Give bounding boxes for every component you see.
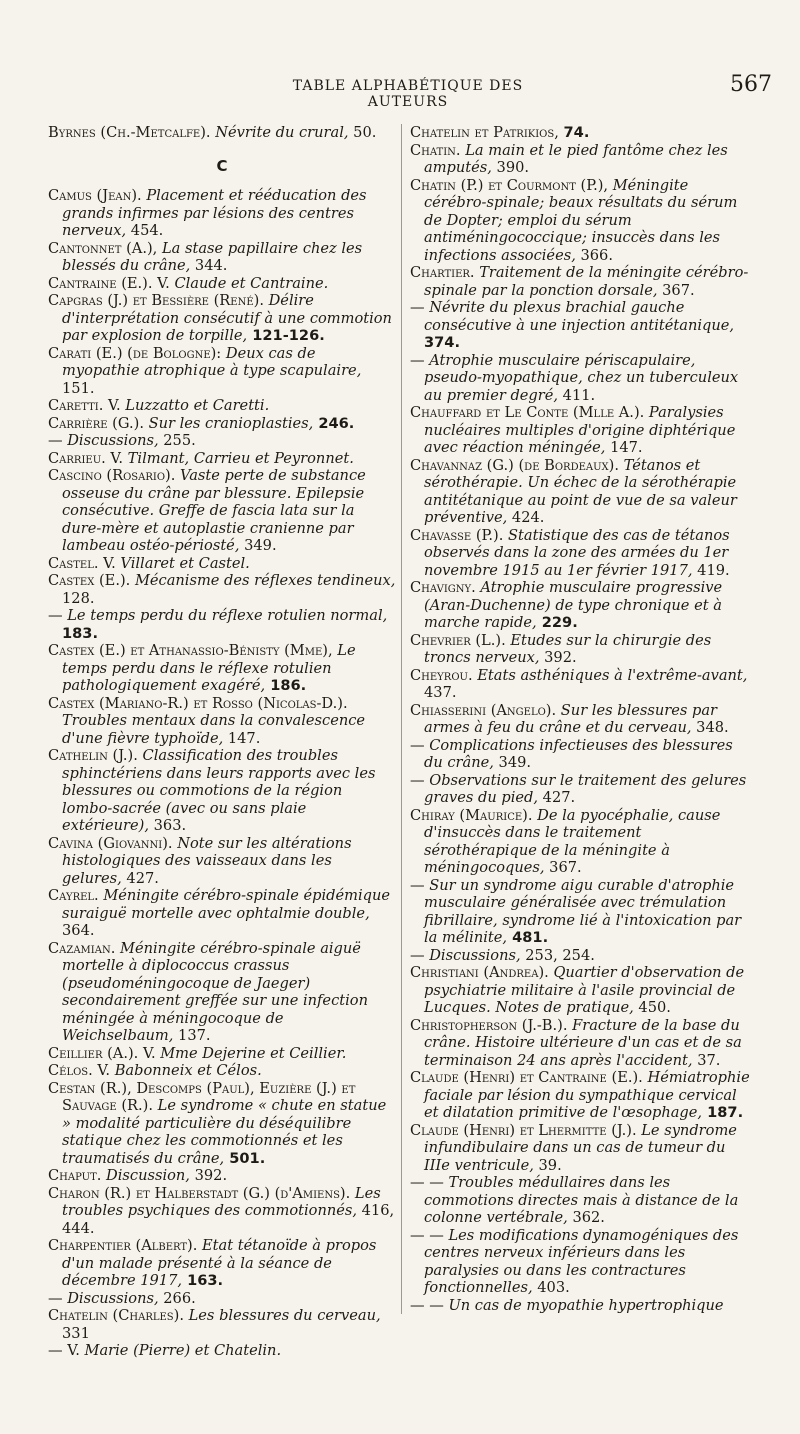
entry-page-ref: 229. (536, 614, 578, 631)
entry-title: Tétanos et sérothérapie. Un échec de la sérothérapie antitétanique au point de vue de sa valeur préventive, (424, 456, 737, 526)
entry-author: Cantraine (E.). (48, 274, 153, 292)
index-entry (410, 1297, 753, 1315)
entry-title: Sur les blessures par armes à feu du crâne et du cerveau, (424, 701, 718, 736)
index-entry (48, 1237, 396, 1290)
entry-title: Deux cas de myopathie atrophique à type scapulaire, (62, 344, 362, 379)
entry-title: Méningite cérébro-spinale; beaux résultats du sérum de Dopter; emploi du sérum antiméningococcique; insuccès dans les infections associées, (424, 176, 738, 264)
index-entry (48, 940, 396, 1045)
entry-sep: V. (62, 1342, 85, 1359)
entry-author: Chatelin et Patrikios, (410, 124, 559, 141)
entry-page-ref: 344. (190, 257, 228, 274)
index-entry (410, 1069, 753, 1122)
index-entry (48, 887, 396, 940)
entry-title: Statistique des cas de tétanos observés dans la zone des armées du 1er novembre 1915 au 1er février 1917, (424, 526, 730, 579)
entry-title: Le syndrome « chute en statue » modalité particulière du déséquilibre statique chez les commotionnés et les traumatisés du crâne, (62, 1097, 387, 1167)
index-entry (410, 1122, 753, 1175)
entry-title: Placement et rééducation des grands infirmes par lésions des centres nerveux, (62, 187, 367, 239)
entry-author: Chauffard et Le Conte (Mlle A.). (410, 404, 645, 421)
entry-page-ref: 367. (544, 859, 582, 876)
entry-title: La stase papillaire chez les blessés du crâne, (62, 239, 363, 274)
entry-author: Castel. (48, 554, 99, 572)
entry-page-ref: 74. (563, 124, 590, 141)
entry-author: Cantonnet (A.), (48, 239, 158, 257)
entry-title: Délire d'interprétation consécutif à une commotion par explosion de torpille, (62, 292, 392, 344)
entry-page-ref: 374. (424, 334, 461, 351)
index-entry (410, 299, 753, 352)
index-entry (48, 1045, 396, 1063)
entry-author: Célos. (48, 1062, 93, 1079)
entry-title: Complications infectieuses des blessures du crâne, (424, 736, 733, 771)
entry-title: Discussion, (106, 1167, 190, 1184)
entry-author: Cazamian. (48, 939, 116, 957)
entry-author: Chevrier (L.). (410, 631, 506, 649)
entry-page-ref: 349. (493, 754, 532, 771)
entry-page-ref: 481. (507, 929, 549, 946)
entry-page-ref: 137. (173, 1027, 211, 1044)
entry-page-ref: 253, 254. (520, 946, 595, 964)
index-entry (48, 345, 396, 398)
index-entry (410, 264, 753, 299)
index-entry (48, 1307, 396, 1342)
entry-title: La main et le pied fantôme chez les amputés, (424, 141, 728, 176)
entry-page-ref: 392. (539, 649, 577, 666)
entry-page-ref: 419. (692, 561, 730, 579)
entry-author: Chavigny. (410, 579, 476, 596)
entry-page-ref: 364. (62, 922, 95, 939)
entry-author: Cayrel. (48, 887, 99, 904)
entry-author: — — (410, 1296, 444, 1314)
entry-author: Chatin (P.) et Courmont (P.), (410, 176, 609, 194)
entry-title: Mme Dejerine et Ceillier. (160, 1044, 347, 1062)
entry-title: Paralysies nucléaires multiples d'origine diphtérique avec réaction méningée, (424, 404, 736, 456)
index-entry (48, 124, 396, 142)
entry-author: — (48, 432, 63, 449)
entry-title: Discussions, (67, 432, 159, 449)
entry-title: Discussions, (67, 1289, 159, 1307)
index-entry (410, 124, 753, 142)
entry-sep: V. (105, 449, 128, 467)
entry-author: Byrnes (Ch.-Metcalfe). (48, 124, 211, 141)
entry-author: — (48, 1289, 63, 1307)
entry-title: De la pyocéphalie, cause d'insuccès dans le traitement sérothérapique de la méningite à méningocoques, (424, 806, 721, 876)
column-divider (401, 124, 402, 1314)
index-entry (48, 747, 396, 835)
entry-author: Charpentier (Albert). (48, 1237, 198, 1254)
entry-title: Mécanisme des réflexes tendineux, (134, 572, 396, 589)
entry-title: Les modifications dynamogéniques des centres nerveux inférieurs dans les paralysies ou dans les contractures fonctionnelles, (424, 1226, 739, 1296)
entry-author: Claude (Henri) et Cantraine (E.). (410, 1069, 643, 1086)
index-entry (48, 432, 396, 450)
index-entry (48, 1062, 396, 1080)
entry-title: Marie (Pierre) et Chatelin. (84, 1342, 282, 1359)
entry-page-ref: 37. (692, 1051, 721, 1069)
entry-author: — (410, 771, 425, 789)
entry-author: — — (410, 1174, 444, 1191)
entry-title: Névrite du plexus brachial gauche consécutive à une injection antitétanique, (424, 299, 735, 334)
entry-author: Carrieu. (48, 449, 106, 467)
entry-sep: V. (152, 274, 175, 292)
entry-title: Etudes sur la chirurgie des troncs nerveux, (424, 631, 712, 666)
entry-author: Christopherson (J.-B.). (410, 1016, 568, 1034)
entry-page-ref: 411. (558, 386, 596, 404)
index-entry (48, 695, 396, 748)
entry-author: — (410, 736, 425, 754)
entry-author: Cathelin (J.). (48, 747, 138, 764)
index-entry (48, 292, 396, 345)
entry-page-ref: 450. (633, 999, 671, 1016)
entry-title: Les blessures du cerveau, (188, 1307, 381, 1324)
index-entry (48, 835, 396, 888)
index-entry (48, 642, 396, 695)
entry-title: Vaste perte de substance osseuse du crâne par blessure. Epilepsie consécutive. Greffe de fascia lata sur la dure-mère et autoplastie cranienne par lambeau ostéo-périosté, (62, 467, 366, 554)
entry-title: Villaret et Castel. (120, 554, 250, 572)
entry-page-ref: 50. (348, 124, 377, 141)
entry-author: Capgras (J.) et Bessière (René). (48, 292, 264, 309)
entry-author: Carati (E.) (de Bologne): (48, 344, 222, 362)
entry-title: Tilmant, Carrieu et Peyronnet. (127, 449, 354, 467)
index-entry (410, 632, 753, 667)
index-entry (410, 352, 753, 405)
entry-title: Observations sur le traitement des gelures graves du pied, (424, 771, 747, 806)
index-entry (410, 1227, 753, 1297)
entry-title: Hémiatrophie faciale par lésion du sympathique cervical et dilatation primitive de l'œsophage, (424, 1069, 750, 1121)
entry-title: Méningite cérébro-spinale aiguë mortelle à diplococcus crassus (pseudoméningocoque de Jaeger) secondairement greffée sur une infection méningée à méningocoque de Weichselbaum, (62, 939, 368, 1044)
entry-page-ref: 501. (224, 1149, 266, 1167)
entry-author: — (410, 351, 425, 369)
entry-author: Cheyrou. (410, 666, 473, 684)
entry-page-ref: 246. (313, 414, 355, 432)
entry-title: Les troubles psychiques des commotionnés, (62, 1184, 381, 1219)
entry-title: Le syndrome infundibulaire dans un cas de tumeur du IIIe ventricule, (424, 1121, 737, 1174)
entry-author: Chavannaz (G.) (de Bordeaux). (410, 456, 620, 474)
column-right (410, 124, 753, 1314)
entry-title: Note sur les altérations histologiques des vaisseaux dans les gelures, (62, 834, 352, 887)
entry-page-ref: 187. (702, 1104, 744, 1121)
entry-author: Chartier. (410, 264, 475, 281)
entry-title: Discussions, (429, 946, 521, 964)
entry-page-ref: 454. (126, 222, 164, 239)
entry-page-ref: 363. (149, 817, 187, 834)
index-entry (48, 1290, 396, 1308)
entry-title: Etats asthéniques à l'extrême-avant, (477, 666, 748, 684)
index-entry (48, 607, 396, 642)
index-entry (410, 142, 753, 177)
index-entry (48, 240, 396, 275)
entry-page-ref: 424. (507, 509, 545, 526)
entry-author: — (48, 607, 63, 624)
entry-page-ref: 349. (239, 537, 277, 554)
entry-page-ref: 147. (223, 729, 261, 747)
entry-page-ref: 121-126. (247, 327, 325, 344)
entry-page-ref: 266. (158, 1289, 196, 1307)
index-entry (48, 555, 396, 573)
index-entry (410, 527, 753, 580)
index-entry (410, 667, 753, 702)
index-entry (410, 877, 753, 947)
entry-author: Chiray (Maurice). (410, 806, 533, 824)
entry-sep: V. (138, 1044, 161, 1062)
entry-page-ref: 390. (491, 159, 530, 176)
entry-sep: V. (92, 1062, 115, 1079)
entry-author: Castex (E.) et Athanassio-Bénisty (Mme), (48, 642, 333, 659)
entry-page-ref: 427. (538, 789, 576, 806)
section-letter: C (216, 156, 228, 175)
entry-page-ref: 147. (605, 439, 643, 456)
entry-author: Chatelin (Charles). (48, 1307, 184, 1324)
index-entry (48, 1342, 396, 1360)
entry-title: Troubles médullaires dans les commotions directes mais à distance de la colonne vertébrale, (424, 1174, 739, 1226)
index-entry (48, 572, 396, 607)
running-head: TABLE ALPHABÉTIQUE DES AUTEURS (292, 78, 524, 110)
entry-title: Sur les cranioplasties, (148, 414, 314, 432)
entry-title: Sur un syndrome aigu curable d'atrophie musculaire généralisée avec trémulation fibrillaire, syndrome lié à l'intoxication par la mélinite, (424, 876, 742, 946)
entry-title: Traitement de la méningite cérébro-spinale par la ponction dorsale, (424, 264, 749, 299)
entry-title: Claude et Cantraine. (174, 274, 329, 292)
entry-title: Le temps perdu du réflexe rotulien normal, (67, 607, 388, 624)
index-entry (410, 737, 753, 772)
page-number: 567 (730, 72, 772, 97)
entry-title: Fracture de la base du crâne. Histoire ultérieure d'un cas et de sa terminaison 24 ans après l'accident, (424, 1016, 742, 1069)
index-entry (410, 807, 753, 877)
entry-author: Cestan (R.), Descomps (Paul), Euzière (J.) et Sauvage (R.). (48, 1079, 356, 1114)
index-entry (410, 457, 753, 527)
entry-page-ref: 427. (121, 869, 159, 887)
index-entry (48, 397, 396, 415)
entry-author: Claude (Henri) et Lhermitte (J.). (410, 1121, 637, 1139)
entry-author: Chatin. (410, 141, 461, 159)
entry-page-ref: 183. (62, 624, 99, 642)
column-left (48, 124, 396, 1360)
index-entry (48, 450, 396, 468)
index-entry (410, 964, 753, 1017)
index-entry (48, 275, 396, 293)
entry-author: — (48, 1342, 63, 1359)
entry-title: Atrophie musculaire progressive (Aran-Duchenne) de type chronique et à marche rapide, (424, 579, 723, 631)
entry-page-ref: 366. (575, 246, 613, 264)
entry-page-ref: 403. (532, 1279, 570, 1296)
entry-page-ref: 392. (189, 1167, 228, 1184)
entry-author: Castex (Mariano-R.) et Rosso (Nicolas-D.). (48, 694, 348, 712)
entry-page-ref: 437. (424, 684, 457, 701)
entry-page-ref: 331 (62, 1324, 90, 1342)
entry-author: Cavina (Giovanni). (48, 834, 173, 852)
entry-title: Quartier d'observation de psychiatrie militaire à l'asile provincial de Lucques. Notes de pratique, (424, 964, 745, 1016)
entry-title: Méningite cérébro-spinale épidémique suraiguë mortelle avec ophtalmie double, (62, 887, 391, 922)
entry-page-ref: 367. (657, 281, 695, 299)
entry-title: Babonneix et Célos. (114, 1062, 262, 1079)
entry-author: Camus (Jean). (48, 187, 142, 204)
entry-title: Etat tétanoïde à propos d'un malade présenté à la séance de décembre 1917, (62, 1237, 377, 1289)
index-entry (48, 1167, 396, 1185)
index-entry (410, 579, 753, 632)
index-entry (48, 415, 396, 433)
index-entry (410, 404, 753, 457)
index-entry (48, 187, 396, 240)
index-entry (48, 1185, 396, 1238)
entry-author: Chavasse (P.). (410, 526, 504, 544)
entry-page-ref: 186. (265, 677, 307, 694)
entry-page-ref: 163. (182, 1272, 224, 1289)
entry-author: — (410, 299, 425, 316)
index-entry (410, 947, 753, 965)
entry-author: Chaput. (48, 1167, 102, 1184)
entry-author: Cascino (Rosario). (48, 467, 176, 484)
entry-page-ref: 151. (62, 379, 95, 397)
entry-title: Névrite du crural, (215, 124, 349, 141)
entry-author: Castex (E.). (48, 572, 131, 589)
index-entry (410, 702, 753, 737)
entry-author: Chiasserini (Angelo). (410, 701, 557, 719)
entry-author: — — (410, 1226, 444, 1244)
entry-title: Classification des troubles sphinctériens dans leurs rapports avec les blessures ou commotions de la région lombo-sacrée (avec ou sans plaie extérieure), (62, 747, 376, 834)
entry-page-ref: 362. (567, 1209, 605, 1226)
entry-author: Caretti. (48, 397, 104, 414)
index-entry (48, 1080, 396, 1168)
entry-title: Le temps perdu dans le réflexe rotulien pathologiquement exagéré, (62, 642, 356, 694)
index-entry (410, 1017, 753, 1070)
entry-sep: V. (98, 554, 121, 572)
entry-author: — (410, 946, 425, 964)
entry-page-ref: 255. (158, 432, 196, 449)
entry-author: Carrière (G.). (48, 414, 144, 432)
entry-author: — (410, 876, 425, 894)
entry-page-ref: 128. (62, 589, 95, 607)
entry-page-ref: 348. (691, 719, 729, 736)
index-entry (410, 772, 753, 807)
entry-sep: V. (103, 397, 126, 414)
entry-page-ref: 416, 444. (62, 1202, 395, 1237)
entry-title: Atrophie musculaire périscapulaire, pseudo-myopathique, chez un tuberculeux au premier degré, (424, 351, 739, 404)
entry-author: Christiani (Andrea). (410, 964, 549, 981)
entry-page-ref: 39. (533, 1156, 562, 1174)
entry-title: Un cas de myopathie hypertrophique (448, 1296, 724, 1314)
entry-title: Troubles mentaux dans la convalescence d'une fièvre typhoïde, (62, 712, 366, 747)
index-entry (410, 177, 753, 265)
entry-title: Luzzatto et Caretti. (125, 397, 270, 414)
entry-author: Charon (R.) et Halberstadt (G.) (d'Amiens). (48, 1184, 351, 1202)
entry-author: Ceillier (A.). (48, 1044, 139, 1062)
index-entry (48, 467, 396, 555)
index-entry (410, 1174, 753, 1227)
